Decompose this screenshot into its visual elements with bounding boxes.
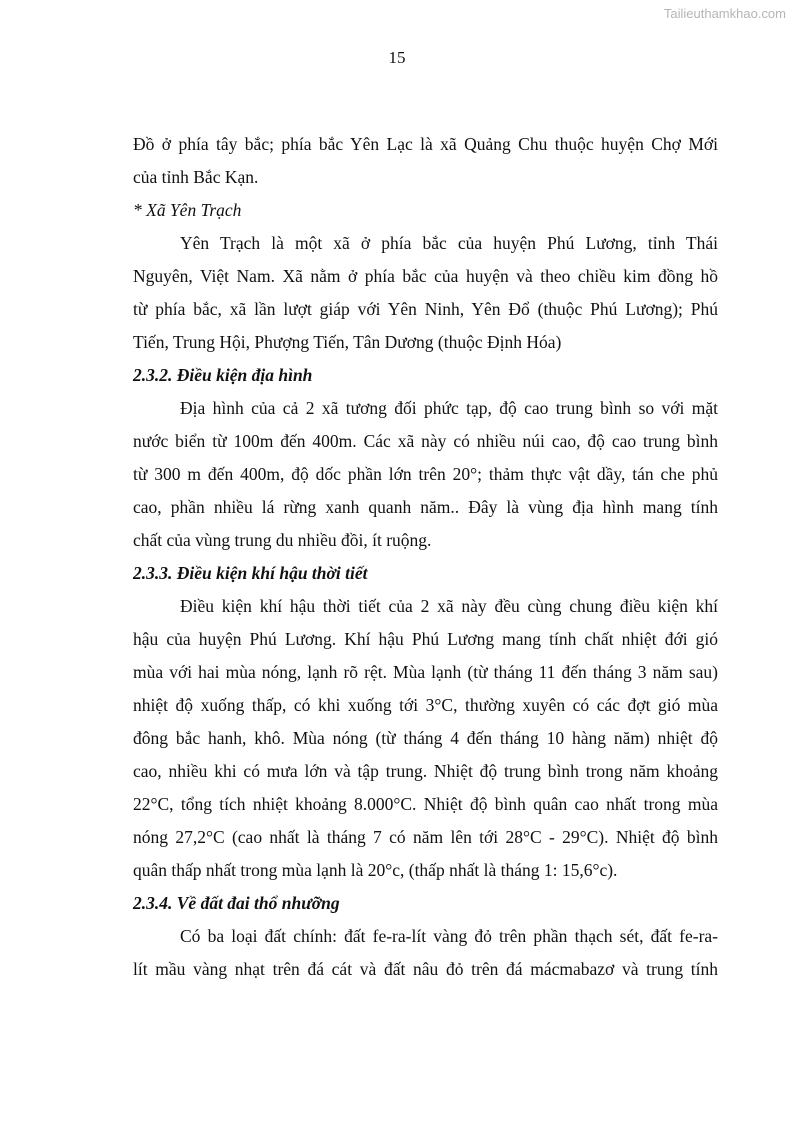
page-number: 15	[388, 48, 406, 67]
paragraph-first-line: Yên Trạch là một xã ở phía bắc của huyện Phú Lương, tỉnh Thái	[180, 233, 718, 253]
document-body	[133, 128, 718, 986]
text-line: của tỉnh Bắc Kạn.	[133, 167, 259, 187]
section-heading: 2.3.2. Điều kiện địa hình	[133, 365, 313, 385]
text-line: Đồ ở phía tây bắc; phía bắc Yên Lạc là xã Quảng Chu thuộc huyện Chợ Mới	[133, 134, 718, 154]
text-line: Tiến, Trung Hội, Phượng Tiến, Tân Dương (thuộc Định Hóa)	[133, 332, 562, 352]
text-line: cao, phần nhiều lá rừng xanh quanh năm.. Đây là vùng địa hình mang tính	[133, 497, 718, 517]
section-heading: 2.3.4. Về đất đai thổ nhưỡng	[133, 893, 340, 913]
watermark: Tailieuthamkhao.com	[663, 6, 786, 21]
text-line: cao, nhiều khi có mưa lớn và tập trung. Nhiệt độ trung bình trong năm khoảng	[133, 761, 718, 781]
text-line: chất của vùng trung du nhiều đồi, ít ruộng.	[133, 530, 432, 550]
paragraph-first-line: Có ba loại đất chính: đất fe-ra-lít vàng đỏ trên phần thạch sét, đất fe-ra-	[180, 926, 718, 946]
text-line: Nguyên, Việt Nam. Xã nằm ở phía bắc của huyện và theo chiều kim đồng hồ	[133, 266, 718, 286]
text-line: từ phía bắc, xã lần lượt giáp với Yên Ninh, Yên Đổ (thuộc Phú Lương); Phú	[133, 299, 718, 319]
section-heading: 2.3.3. Điều kiện khí hậu thời tiết	[133, 563, 368, 583]
text-line: từ 300 m đến 400m, độ dốc phần lớn trên 20°; thảm thực vật dầy, tán che phủ	[133, 464, 718, 484]
text-line: nhiệt độ xuống thấp, có khi xuống tới 3°C, thường xuyên có các đợt gió mùa	[133, 695, 718, 715]
text-line: 22°C, tổng tích nhiệt khoảng 8.000°C. Nhiệt độ bình quân cao nhất trong mùa	[133, 794, 718, 814]
text-line: lít mầu vàng nhạt trên đá cát và đất nâu đỏ trên đá mácmabazơ và trung tính	[133, 959, 718, 979]
text-line: nước biển từ 100m đến 400m. Các xã này có nhiều núi cao, độ cao trung bình	[133, 431, 718, 451]
text-line: hậu của huyện Phú Lương. Khí hậu Phú Lương mang tính chất nhiệt đới gió	[133, 629, 718, 649]
text-line: mùa với hai mùa nóng, lạnh rõ rệt. Mùa lạnh (từ tháng 11 đến tháng 3 năm sau)	[133, 662, 718, 682]
paragraph-first-line: Địa hình của cả 2 xã tương đối phức tạp, độ cao trung bình so với mặt	[180, 398, 718, 418]
subsection-heading: * Xã Yên Trạch	[133, 200, 242, 220]
text-line: quân thấp nhất trong mùa lạnh là 20°c, (thấp nhất là tháng 1: 15,6°c).	[133, 860, 618, 880]
paragraph-first-line: Điều kiện khí hậu thời tiết của 2 xã này đều cùng chung điều kiện khí	[180, 596, 718, 616]
text-line: đông bắc hanh, khô. Mùa nóng (từ tháng 4 đến tháng 10 hàng năm) nhiệt độ	[133, 728, 718, 748]
text-line: nóng 27,2°C (cao nhất là tháng 7 có năm lên tới 28°C - 29°C). Nhiệt độ bình	[133, 827, 718, 847]
